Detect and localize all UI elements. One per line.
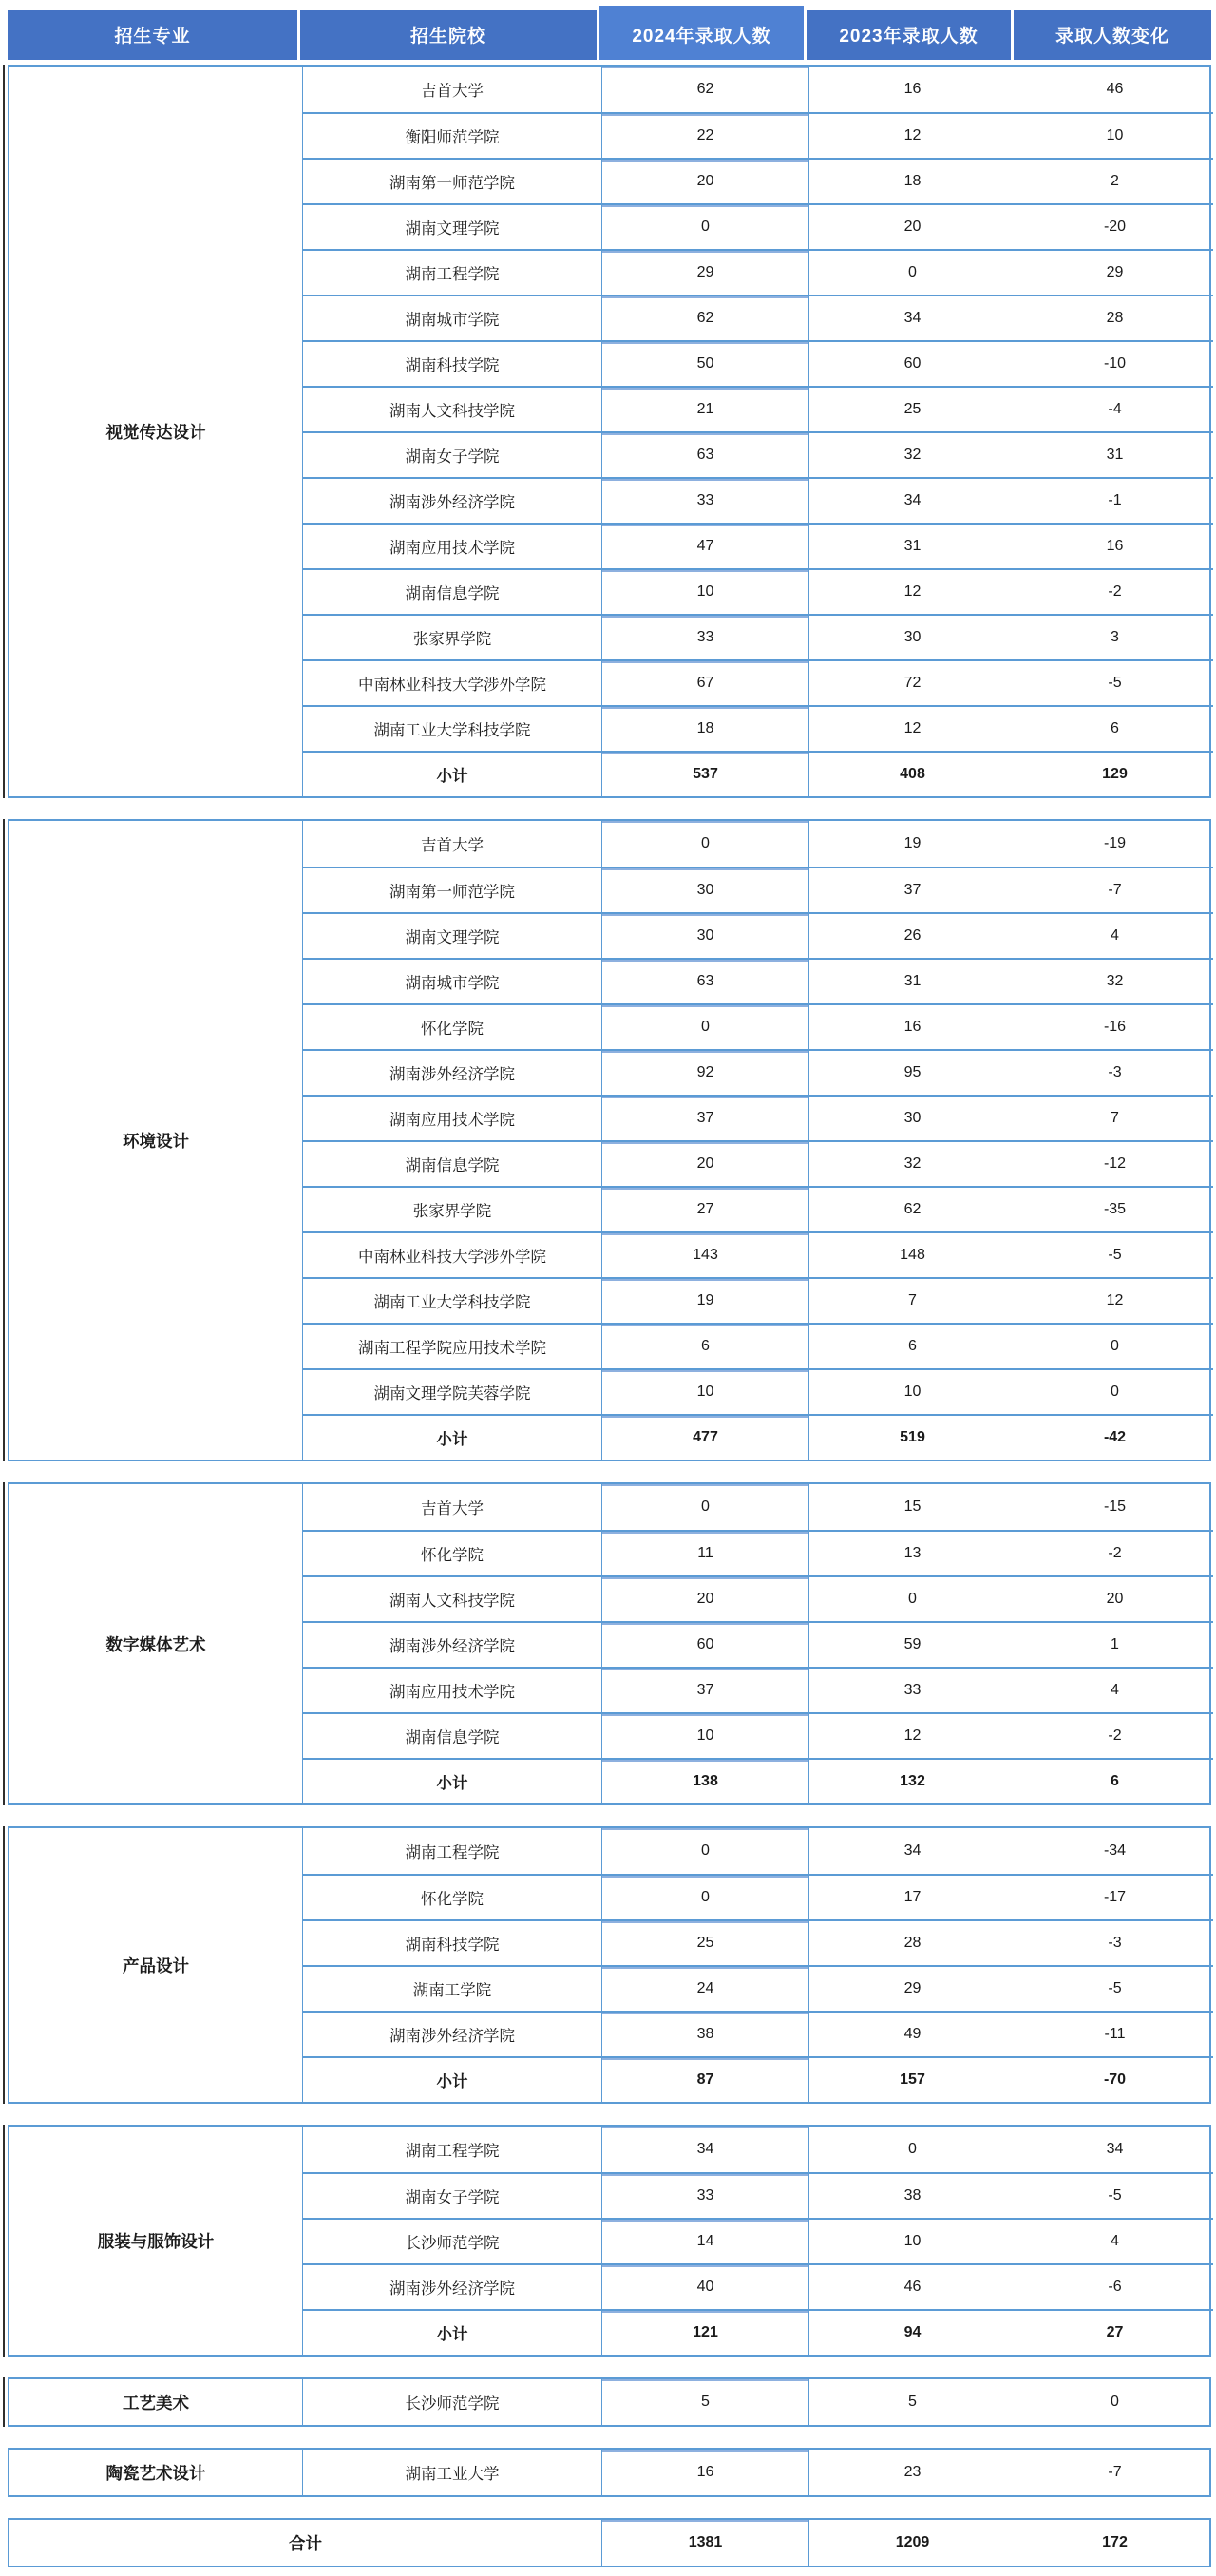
change-cell: -17 bbox=[1016, 1874, 1213, 1919]
section-block bbox=[8, 65, 1211, 798]
change-cell: -11 bbox=[1016, 2011, 1213, 2056]
value-2024-cell: 16 bbox=[601, 2450, 808, 2495]
value-2023-cell: 28 bbox=[808, 1919, 1016, 1965]
value-2023-cell: 16 bbox=[808, 67, 1016, 112]
value-2023-cell: 26 bbox=[808, 912, 1016, 958]
school-cell: 湖南涉外经济学院 bbox=[302, 2263, 601, 2309]
change-cell: 4 bbox=[1016, 1667, 1213, 1712]
change-cell: -2 bbox=[1016, 1712, 1213, 1758]
value-2024-cell: 60 bbox=[601, 1621, 808, 1667]
value-2023-cell: 95 bbox=[808, 1049, 1016, 1095]
change-cell: 0 bbox=[1016, 1323, 1213, 1368]
subtotal-label-cell: 小计 bbox=[302, 1414, 601, 1460]
change-cell: 4 bbox=[1016, 2218, 1213, 2263]
value-2023-cell: 29 bbox=[808, 1965, 1016, 2011]
school-cell: 中南林业科技大学涉外学院 bbox=[302, 1231, 601, 1277]
value-2024-cell: 67 bbox=[601, 659, 808, 705]
value-2023-cell: 30 bbox=[808, 1095, 1016, 1140]
value-2024-cell: 143 bbox=[601, 1231, 808, 1277]
value-2024-cell: 19 bbox=[601, 1277, 808, 1323]
value-2023-cell: 32 bbox=[808, 1140, 1016, 1186]
school-cell: 湖南文理学院 bbox=[302, 203, 601, 249]
value-2023-cell: 19 bbox=[808, 821, 1016, 867]
value-2023-cell: 0 bbox=[808, 2127, 1016, 2172]
value-2023-cell: 17 bbox=[808, 1874, 1016, 1919]
header-cell-2: 2024年录取人数 bbox=[599, 6, 807, 60]
value-2024-cell: 37 bbox=[601, 1667, 808, 1712]
value-2024-cell: 477 bbox=[601, 1414, 808, 1460]
value-2024-cell: 24 bbox=[601, 1965, 808, 2011]
value-2023-cell: 38 bbox=[808, 2172, 1016, 2218]
change-cell: 7 bbox=[1016, 1095, 1213, 1140]
value-2024-cell: 92 bbox=[601, 1049, 808, 1095]
change-cell: -42 bbox=[1016, 1414, 1213, 1460]
school-cell: 怀化学院 bbox=[302, 1874, 601, 1919]
change-cell: -5 bbox=[1016, 1965, 1213, 2011]
value-2023-cell: 34 bbox=[808, 295, 1016, 340]
school-cell: 湖南科技学院 bbox=[302, 1919, 601, 1965]
header-cell-1: 招生院校 bbox=[300, 10, 599, 60]
school-cell: 怀化学院 bbox=[302, 1003, 601, 1049]
value-2024-cell: 18 bbox=[601, 705, 808, 751]
school-cell: 中南林业科技大学涉外学院 bbox=[302, 659, 601, 705]
value-2023-cell: 132 bbox=[808, 1758, 1016, 1803]
value-2024-cell: 63 bbox=[601, 431, 808, 477]
school-cell: 衡阳师范学院 bbox=[302, 112, 601, 158]
school-cell: 湖南第一师范学院 bbox=[302, 158, 601, 203]
value-2023-cell: 25 bbox=[808, 386, 1016, 431]
change-cell: 46 bbox=[1016, 67, 1213, 112]
change-cell: 29 bbox=[1016, 249, 1213, 295]
value-2023-cell: 23 bbox=[808, 2450, 1016, 2495]
value-2024-cell: 20 bbox=[601, 1140, 808, 1186]
school-cell: 湖南工程学院 bbox=[302, 1828, 601, 1874]
school-cell: 吉首大学 bbox=[302, 821, 601, 867]
value-2023-cell: 46 bbox=[808, 2263, 1016, 2309]
school-cell: 湖南人文科技学院 bbox=[302, 386, 601, 431]
change-cell: -70 bbox=[1016, 2056, 1213, 2102]
school-cell: 湖南工程学院 bbox=[302, 2127, 601, 2172]
section-block bbox=[8, 819, 1211, 1461]
change-cell: -3 bbox=[1016, 1919, 1213, 1965]
change-cell: 16 bbox=[1016, 523, 1213, 568]
change-cell: -2 bbox=[1016, 568, 1213, 614]
change-cell: -5 bbox=[1016, 659, 1213, 705]
major-cell: 数字媒体艺术 bbox=[105, 1634, 206, 1654]
value-2024-cell: 5 bbox=[601, 2379, 808, 2425]
value-2024-cell: 62 bbox=[601, 295, 808, 340]
change-cell: -12 bbox=[1016, 1140, 1213, 1186]
change-cell: 6 bbox=[1016, 705, 1213, 751]
change-cell: -20 bbox=[1016, 203, 1213, 249]
value-2023-cell: 6 bbox=[808, 1323, 1016, 1368]
value-2024-cell: 50 bbox=[601, 340, 808, 386]
value-2023-cell: 10 bbox=[808, 1368, 1016, 1414]
school-cell: 湖南涉外经济学院 bbox=[302, 1049, 601, 1095]
value-2024-cell: 10 bbox=[601, 1712, 808, 1758]
school-cell: 湖南信息学院 bbox=[302, 1712, 601, 1758]
section-block bbox=[8, 2377, 1211, 2427]
value-2024-cell: 30 bbox=[601, 912, 808, 958]
school-cell: 湖南文理学院芙蓉学院 bbox=[302, 1368, 601, 1414]
school-cell: 湖南工业大学科技学院 bbox=[302, 705, 601, 751]
school-cell: 湖南涉外经济学院 bbox=[302, 2011, 601, 2056]
value-2024-cell: 34 bbox=[601, 2127, 808, 2172]
value-2023-cell: 7 bbox=[808, 1277, 1016, 1323]
value-2024-cell: 29 bbox=[601, 249, 808, 295]
change-cell: -19 bbox=[1016, 821, 1213, 867]
value-2024-cell: 0 bbox=[601, 821, 808, 867]
value-2024-cell: 10 bbox=[601, 1368, 808, 1414]
school-cell: 湖南城市学院 bbox=[302, 295, 601, 340]
table-body bbox=[8, 65, 1211, 2567]
change-cell: 10 bbox=[1016, 112, 1213, 158]
value-2024-cell: 20 bbox=[601, 158, 808, 203]
value-2024-cell: 0 bbox=[601, 1003, 808, 1049]
change-cell: -3 bbox=[1016, 1049, 1213, 1095]
value-2024-cell: 20 bbox=[601, 1575, 808, 1621]
school-cell: 湖南信息学院 bbox=[302, 1140, 601, 1186]
value-2023-cell: 148 bbox=[808, 1231, 1016, 1277]
change-cell: 0 bbox=[1016, 1368, 1213, 1414]
school-cell: 湖南涉外经济学院 bbox=[302, 477, 601, 523]
school-cell: 湖南城市学院 bbox=[302, 958, 601, 1003]
value-2023-cell: 12 bbox=[808, 705, 1016, 751]
value-2023-cell: 33 bbox=[808, 1667, 1016, 1712]
value-2024-cell: 38 bbox=[601, 2011, 808, 2056]
value-2023-cell: 60 bbox=[808, 340, 1016, 386]
change-cell: -34 bbox=[1016, 1828, 1213, 1874]
major-cell: 环境设计 bbox=[123, 1131, 189, 1151]
school-cell: 湖南女子学院 bbox=[302, 431, 601, 477]
change-cell: 2 bbox=[1016, 158, 1213, 203]
value-2024-cell: 6 bbox=[601, 1323, 808, 1368]
section-block bbox=[8, 2125, 1211, 2357]
total-label-cell: 合计 bbox=[289, 2533, 322, 2553]
change-cell: 0 bbox=[1016, 2379, 1213, 2425]
change-cell: 12 bbox=[1016, 1277, 1213, 1323]
school-cell: 湖南涉外经济学院 bbox=[302, 1621, 601, 1667]
school-cell: 湖南信息学院 bbox=[302, 568, 601, 614]
change-cell: 34 bbox=[1016, 2127, 1213, 2172]
subtotal-label-cell: 小计 bbox=[302, 2309, 601, 2355]
change-cell: -15 bbox=[1016, 1484, 1213, 1530]
value-2023-cell: 94 bbox=[808, 2309, 1016, 2355]
value-2023-cell: 20 bbox=[808, 203, 1016, 249]
school-cell: 张家界学院 bbox=[302, 614, 601, 659]
value-2023-cell: 12 bbox=[808, 1712, 1016, 1758]
school-cell: 长沙师范学院 bbox=[302, 2218, 601, 2263]
value-2024-cell: 37 bbox=[601, 1095, 808, 1140]
value-2024-cell: 10 bbox=[601, 568, 808, 614]
value-2024-cell: 0 bbox=[601, 1484, 808, 1530]
change-cell: -10 bbox=[1016, 340, 1213, 386]
school-cell: 张家界学院 bbox=[302, 1186, 601, 1231]
total-change-cell: 172 bbox=[1016, 2520, 1213, 2566]
value-2024-cell: 138 bbox=[601, 1758, 808, 1803]
school-cell: 湖南第一师范学院 bbox=[302, 867, 601, 912]
change-cell: -7 bbox=[1016, 2450, 1213, 2495]
change-cell: -5 bbox=[1016, 2172, 1213, 2218]
table-header-row bbox=[8, 10, 1211, 60]
header-cell-3: 2023年录取人数 bbox=[807, 10, 1014, 60]
section-block bbox=[8, 1482, 1211, 1805]
major-cell: 服装与服饰设计 bbox=[97, 2231, 215, 2251]
change-cell: 129 bbox=[1016, 751, 1213, 796]
value-2023-cell: 157 bbox=[808, 2056, 1016, 2102]
value-2023-cell: 62 bbox=[808, 1186, 1016, 1231]
header-cell-4: 录取人数变化 bbox=[1014, 10, 1211, 60]
value-2023-cell: 10 bbox=[808, 2218, 1016, 2263]
value-2023-cell: 72 bbox=[808, 659, 1016, 705]
school-cell: 湖南工业大学科技学院 bbox=[302, 1277, 601, 1323]
change-cell: 27 bbox=[1016, 2309, 1213, 2355]
header-cell-0: 招生专业 bbox=[8, 10, 300, 60]
change-cell: -1 bbox=[1016, 477, 1213, 523]
change-cell: 28 bbox=[1016, 295, 1213, 340]
value-2023-cell: 15 bbox=[808, 1484, 1016, 1530]
value-2024-cell: 25 bbox=[601, 1919, 808, 1965]
school-cell: 湖南应用技术学院 bbox=[302, 1095, 601, 1140]
value-2024-cell: 30 bbox=[601, 867, 808, 912]
school-cell: 湖南人文科技学院 bbox=[302, 1575, 601, 1621]
value-2023-cell: 32 bbox=[808, 431, 1016, 477]
subtotal-label-cell: 小计 bbox=[302, 751, 601, 796]
school-cell: 湖南女子学院 bbox=[302, 2172, 601, 2218]
value-2024-cell: 27 bbox=[601, 1186, 808, 1231]
value-2023-cell: 16 bbox=[808, 1003, 1016, 1049]
value-2023-cell: 31 bbox=[808, 523, 1016, 568]
major-cell: 产品设计 bbox=[123, 1956, 189, 1975]
school-cell: 湖南应用技术学院 bbox=[302, 1667, 601, 1712]
total-2024-cell: 1381 bbox=[601, 2520, 808, 2566]
change-cell: -4 bbox=[1016, 386, 1213, 431]
value-2023-cell: 0 bbox=[808, 249, 1016, 295]
school-cell: 湖南工学院 bbox=[302, 1965, 601, 2011]
section-block bbox=[8, 1826, 1211, 2104]
value-2024-cell: 14 bbox=[601, 2218, 808, 2263]
value-2023-cell: 5 bbox=[808, 2379, 1016, 2425]
value-2023-cell: 59 bbox=[808, 1621, 1016, 1667]
section-block bbox=[8, 2448, 1211, 2497]
value-2023-cell: 13 bbox=[808, 1530, 1016, 1575]
change-cell: -7 bbox=[1016, 867, 1213, 912]
value-2023-cell: 12 bbox=[808, 112, 1016, 158]
value-2024-cell: 0 bbox=[601, 203, 808, 249]
school-cell: 湖南科技学院 bbox=[302, 340, 601, 386]
subtotal-label-cell: 小计 bbox=[302, 1758, 601, 1803]
value-2023-cell: 31 bbox=[808, 958, 1016, 1003]
value-2023-cell: 18 bbox=[808, 158, 1016, 203]
major-cell: 视觉传达设计 bbox=[105, 422, 206, 442]
subtotal-label-cell: 小计 bbox=[302, 2056, 601, 2102]
school-cell: 湖南应用技术学院 bbox=[302, 523, 601, 568]
value-2024-cell: 121 bbox=[601, 2309, 808, 2355]
value-2023-cell: 37 bbox=[808, 867, 1016, 912]
value-2023-cell: 49 bbox=[808, 2011, 1016, 2056]
change-cell: 31 bbox=[1016, 431, 1213, 477]
value-2023-cell: 0 bbox=[808, 1575, 1016, 1621]
change-cell: -16 bbox=[1016, 1003, 1213, 1049]
value-2024-cell: 0 bbox=[601, 1874, 808, 1919]
change-cell: 1 bbox=[1016, 1621, 1213, 1667]
change-cell: -2 bbox=[1016, 1530, 1213, 1575]
change-cell: 4 bbox=[1016, 912, 1213, 958]
change-cell: 3 bbox=[1016, 614, 1213, 659]
change-cell: 20 bbox=[1016, 1575, 1213, 1621]
value-2023-cell: 34 bbox=[808, 1828, 1016, 1874]
value-2023-cell: 519 bbox=[808, 1414, 1016, 1460]
change-cell: -5 bbox=[1016, 1231, 1213, 1277]
total-2023-cell: 1209 bbox=[808, 2520, 1016, 2566]
major-cell: 工艺美术 bbox=[123, 2393, 189, 2413]
value-2023-cell: 408 bbox=[808, 751, 1016, 796]
value-2024-cell: 11 bbox=[601, 1530, 808, 1575]
value-2023-cell: 12 bbox=[808, 568, 1016, 614]
value-2024-cell: 63 bbox=[601, 958, 808, 1003]
school-cell: 湖南工程学院应用技术学院 bbox=[302, 1323, 601, 1368]
school-cell: 吉首大学 bbox=[302, 1484, 601, 1530]
school-cell: 吉首大学 bbox=[302, 67, 601, 112]
value-2024-cell: 40 bbox=[601, 2263, 808, 2309]
change-cell: 32 bbox=[1016, 958, 1213, 1003]
value-2024-cell: 47 bbox=[601, 523, 808, 568]
value-2024-cell: 33 bbox=[601, 477, 808, 523]
value-2024-cell: 62 bbox=[601, 67, 808, 112]
change-cell: -35 bbox=[1016, 1186, 1213, 1231]
school-cell: 湖南工业大学 bbox=[302, 2450, 601, 2495]
change-cell: -6 bbox=[1016, 2263, 1213, 2309]
value-2023-cell: 34 bbox=[808, 477, 1016, 523]
value-2024-cell: 537 bbox=[601, 751, 808, 796]
value-2024-cell: 0 bbox=[601, 1828, 808, 1874]
school-cell: 湖南文理学院 bbox=[302, 912, 601, 958]
change-cell: 6 bbox=[1016, 1758, 1213, 1803]
school-cell: 长沙师范学院 bbox=[302, 2379, 601, 2425]
school-cell: 湖南工程学院 bbox=[302, 249, 601, 295]
value-2024-cell: 22 bbox=[601, 112, 808, 158]
school-cell: 怀化学院 bbox=[302, 1530, 601, 1575]
value-2024-cell: 21 bbox=[601, 386, 808, 431]
total-block bbox=[8, 2518, 1211, 2567]
value-2024-cell: 33 bbox=[601, 2172, 808, 2218]
value-2024-cell: 33 bbox=[601, 614, 808, 659]
value-2024-cell: 87 bbox=[601, 2056, 808, 2102]
value-2023-cell: 30 bbox=[808, 614, 1016, 659]
major-cell: 陶瓷艺术设计 bbox=[105, 2463, 206, 2483]
